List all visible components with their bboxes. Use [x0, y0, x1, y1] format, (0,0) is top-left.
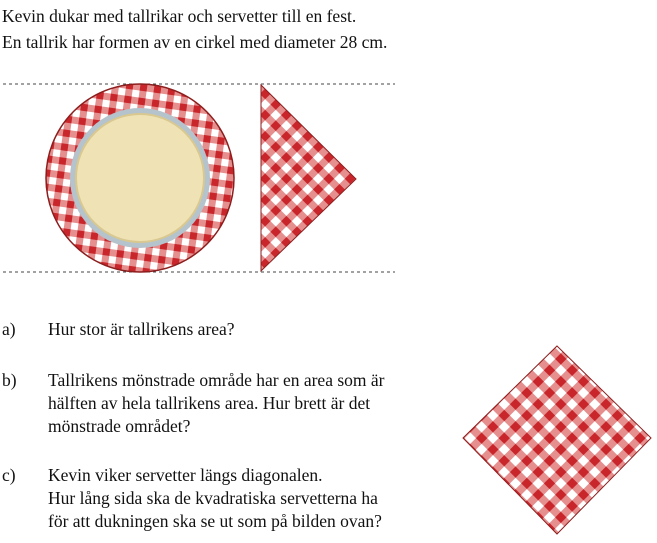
question-c-line-3: för att dukningen ska se ut som på bilden ovan? [48, 511, 382, 531]
question-b-line-2: hälften av hela tallrikens area. Hur brett är det [48, 393, 371, 413]
plate-and-napkin-illustration [0, 78, 400, 278]
intro-line-2: En tallrik har formen av en cirkel med diameter 28 cm. [2, 32, 388, 52]
question-b-text [48, 369, 384, 438]
question-a-line-1: Hur stor är tallrikens area? [48, 319, 235, 339]
question-b-line-3: mönstrade området? [48, 416, 191, 436]
question-c-text [48, 464, 382, 533]
question-a-text [48, 318, 235, 341]
question-a-letter: a) [2, 319, 16, 339]
checkered-plate-icon [46, 84, 234, 272]
question-c-letter: c) [2, 465, 16, 485]
folded-napkin-triangle-icon [261, 85, 356, 271]
intro-line-1: Kevin dukar med tallrikar och servetter till en fest. [2, 6, 357, 26]
square-napkin-icon [459, 342, 655, 538]
question-b-letter: b) [2, 370, 17, 390]
question-c-line-1: Kevin viker servetter längs diagonalen. [48, 465, 323, 485]
question-b-line-1: Tallrikens mönstrade område har en area som är [48, 370, 385, 390]
question-c-line-2: Hur lång sida ska de kvadratiska servetterna ha [48, 488, 378, 508]
intro-text [2, 3, 387, 55]
